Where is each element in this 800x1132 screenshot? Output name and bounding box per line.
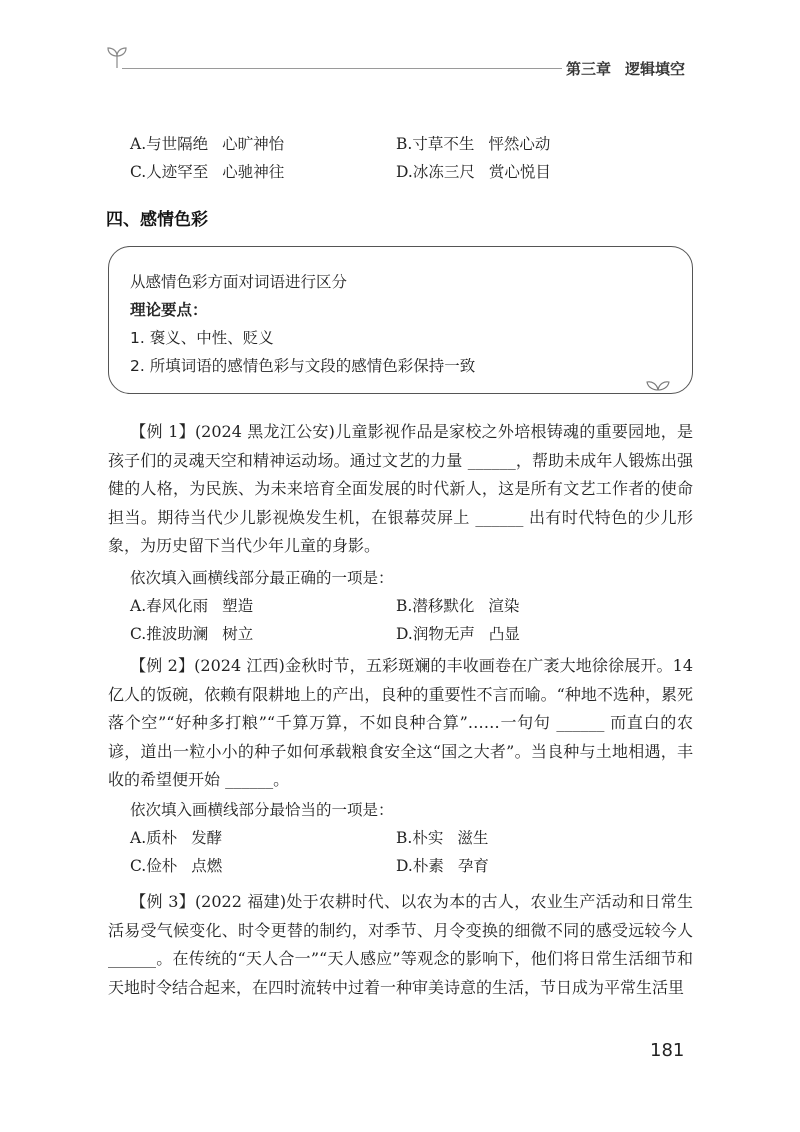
example-tag: 【例 2】 — [130, 656, 195, 675]
chapter-header — [566, 58, 685, 79]
example-1-option-b: B.潜移默化 渲染 — [396, 597, 520, 615]
section-label: 逻辑填空 — [625, 60, 686, 78]
example-text: 处于农耕时代、以农为本的古人，农业生产活动和日常生活易受气候变化、时令更替的制约，对季节、月令变换的细微不同的感受远较今人 ______。在传统的“天人合一”“天人感应”等观念的影响下，他们将日常生活细节和天地时令结合起来，在四时流转中过着一种审美诗意的生活，节日成为平常生活里 — [108, 892, 693, 997]
sprout-icon — [104, 44, 130, 70]
section-title: 四、感情色彩 — [106, 210, 208, 230]
example-2-passage — [108, 652, 693, 795]
page-number: 181 — [650, 1040, 685, 1061]
example-2-question: 依次填入画横线部分最恰当的一项是： — [130, 801, 394, 819]
example-2-option-b: B.朴实 滋生 — [396, 829, 489, 847]
example-text: 儿童影视作品是家校之外培根铸魂的重要园地，是孩子们的灵魂天空和精神运动场。通过文艺的力量 ______，帮助未成年人锻炼出强健的人格，为民族、为未来培育全面发展的时代新人，这是所有文艺工作者的使命担当。期待当代少儿影视焕发生机，在银幕荧屏上 ______ 出有时代特色的少儿形象，为历史留下当代少年儿童的身影。 — [108, 422, 693, 555]
example-tag: 【例 3】 — [130, 892, 195, 911]
option-c: C.人迹罕至 心驰神往 — [130, 163, 285, 181]
theory-point-1: 1. 褒义、中性、贬义 — [130, 329, 274, 347]
theory-heading: 理论要点： — [130, 301, 208, 319]
example-1-option-d: D.润物无声 凸显 — [396, 625, 520, 643]
example-2-option-a: A.质朴 发酵 — [130, 829, 223, 847]
chapter-label: 第三章 — [566, 60, 612, 78]
leaf-icon — [645, 378, 671, 392]
example-tag: 【例 1】 — [130, 422, 195, 441]
example-1-passage — [108, 418, 693, 561]
example-1-question: 依次填入画横线部分最正确的一项是： — [130, 569, 394, 587]
example-2-option-c: C.俭朴 点燃 — [130, 857, 223, 875]
example-3-passage — [108, 888, 693, 1002]
header-rule — [122, 68, 562, 69]
theory-point-2: 2. 所填词语的感情色彩与文段的感情色彩保持一致 — [130, 357, 476, 375]
example-source: (2022 福建) — [194, 892, 287, 911]
example-source: (2024 江西) — [194, 656, 285, 675]
option-d: D.冰冻三尺 赏心悦目 — [396, 163, 551, 181]
option-a: A.与世隔绝 心旷神怡 — [130, 135, 285, 153]
example-source: (2024 黑龙江公安) — [194, 422, 335, 441]
example-1-option-c: C.推波助澜 树立 — [130, 625, 254, 643]
example-1-option-a: A.春风化雨 塑造 — [130, 597, 254, 615]
theory-intro: 从感情色彩方面对词语进行区分 — [130, 273, 348, 291]
example-text: 金秋时节，五彩斑斓的丰收画卷在广袤大地徐徐展开。14 亿人的饭碗，依赖有限耕地上的产出，良种的重要性不言而喻。“种地不选种，累死落个空”“好种多打粮”“千算万算，不如良种合算”……一句句 ______ 而直白的农谚，道出一粒小小的种子如何承载粮食安全这“国之大者”。当良种与土地相遇，丰收的希望便开始 ______。 — [108, 656, 693, 789]
option-b: B.寸草不生 怦然心动 — [396, 135, 551, 153]
example-2-option-d: D.朴素 孕育 — [396, 857, 489, 875]
